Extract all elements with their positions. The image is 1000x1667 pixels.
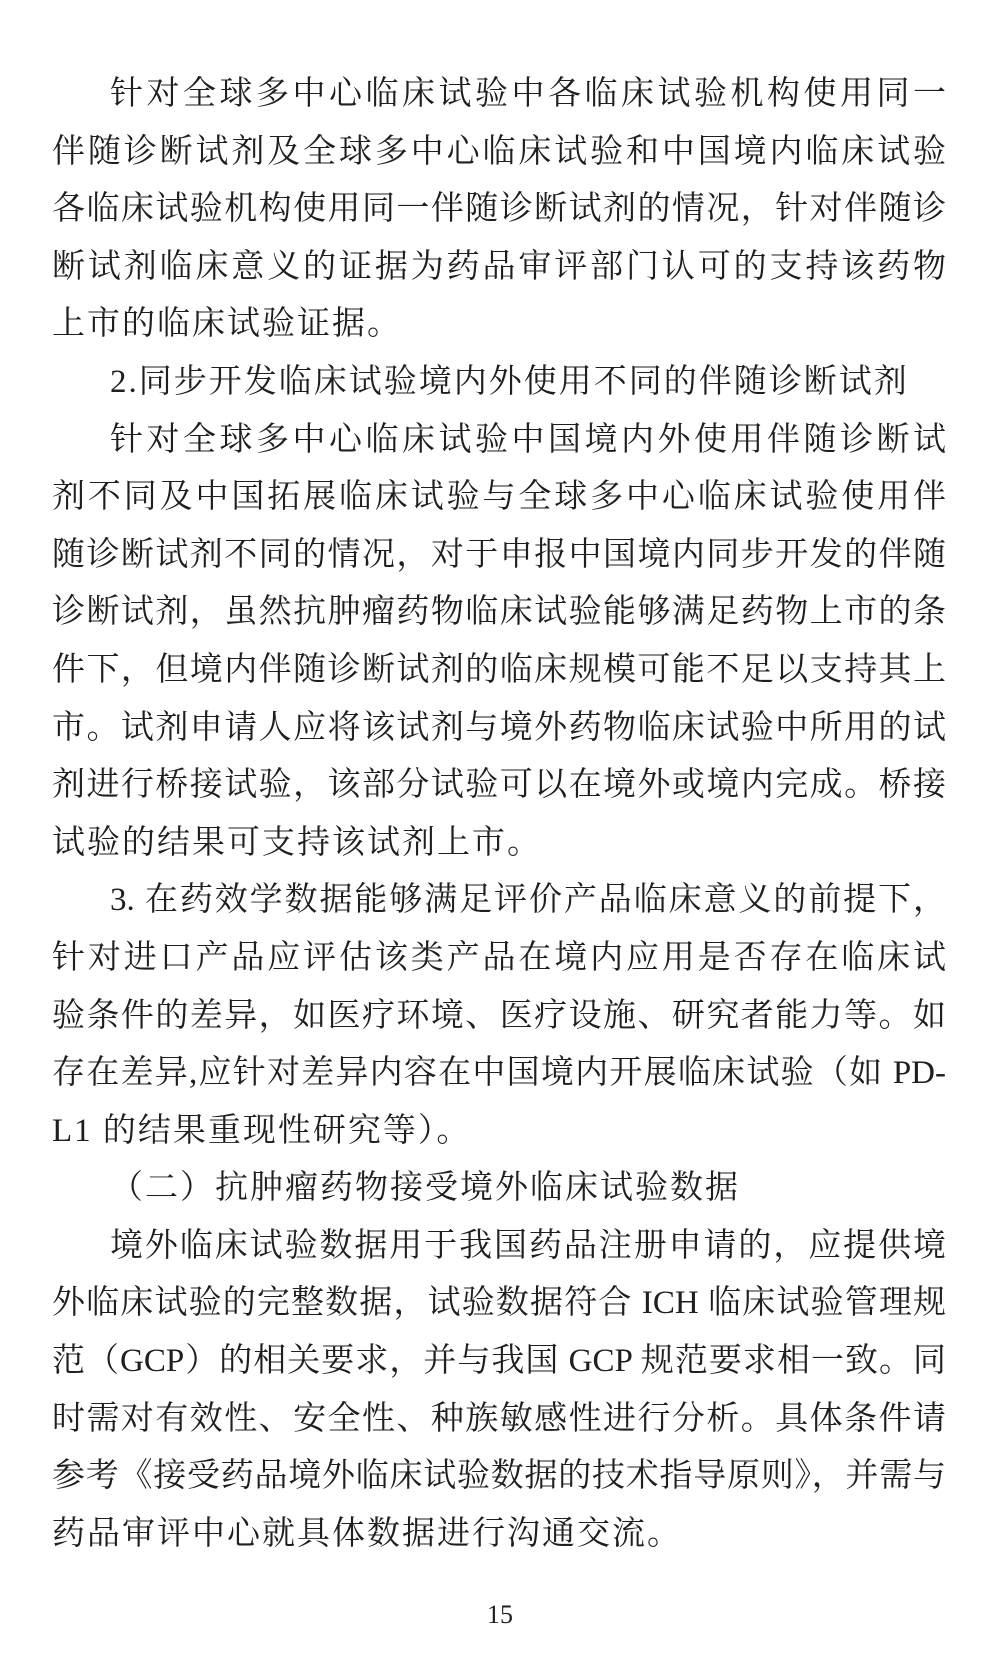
text-line: 时需对有效性、安全性、种族敏感性进行分析。具体条件请 bbox=[52, 1400, 946, 1437]
text-line: 外临床试验的完整数据，试验数据符合 ICH 临床试验管理规 bbox=[52, 1285, 946, 1322]
text-line: 针对全球多中心临床试验中各临床试验机构使用同一 bbox=[110, 76, 946, 112]
text-line: 上市的临床试验证据。 bbox=[52, 306, 402, 343]
text-line: （二）抗肿瘤药物接受境外临床试验数据 bbox=[110, 1170, 740, 1207]
text-line: 药品审评中心就具体数据进行沟通交流。 bbox=[52, 1515, 682, 1552]
text-line: 境外临床试验数据用于我国药品注册申请的，应提供境 bbox=[110, 1227, 946, 1264]
text-line: 随诊断试剂不同的情况，对于申报中国境内同步开发的伴随 bbox=[52, 536, 946, 573]
text-line: 针对进口产品应评估该类产品在境内应用是否存在临床试 bbox=[52, 939, 946, 976]
text-line: 存在差异,应针对差异内容在中国境内开展临床试验（如 PD- bbox=[52, 1055, 946, 1092]
text-line: 诊断试剂，虽然抗肿瘤药物临床试验能够满足药物上市的条 bbox=[52, 594, 946, 631]
document-body bbox=[52, 66, 946, 1563]
text-line: 剂进行桥接试验，该部分试验可以在境外或境内完成。桥接 bbox=[52, 767, 946, 804]
text-line: 范（GCP）的相关要求，并与我国 GCP 规范要求相一致。同 bbox=[52, 1343, 946, 1380]
text-line: 针对全球多中心临床试验中国境内外使用伴随诊断试 bbox=[110, 421, 946, 458]
text-line: 3. 在药效学数据能够满足评价产品临床意义的前提下， bbox=[110, 882, 946, 919]
text-line: 试验的结果可支持该试剂上市。 bbox=[52, 824, 542, 861]
text-line: 剂不同及中国拓展临床试验与全球多中心临床试验使用伴 bbox=[52, 479, 946, 516]
text-line: 伴随诊断试剂及全球多中心临床试验和中国境内临床试验 bbox=[52, 133, 946, 170]
text-line: 参考《接受药品境外临床试验数据的技术指导原则》，并需与 bbox=[52, 1458, 946, 1495]
text-line: 断试剂临床意义的证据为药品审评部门认可的支持该药物 bbox=[52, 248, 946, 285]
text-line: 验条件的差异，如医疗环境、医疗设施、研究者能力等。如 bbox=[52, 997, 946, 1034]
page-number: 15 bbox=[487, 1600, 513, 1629]
text-line: 2.同步开发临床试验境内外使用不同的伴随诊断试剂 bbox=[110, 363, 909, 400]
text-line: 各临床试验机构使用同一伴随诊断试剂的情况，针对伴随诊 bbox=[52, 191, 946, 228]
text-line: 市。试剂申请人应将该试剂与境外药物临床试验中所用的试 bbox=[52, 709, 946, 746]
text-line: 件下，但境内伴随诊断试剂的临床规模可能不足以支持其上 bbox=[52, 651, 946, 688]
text-line: L1 的结果重现性研究等）。 bbox=[52, 1112, 472, 1149]
